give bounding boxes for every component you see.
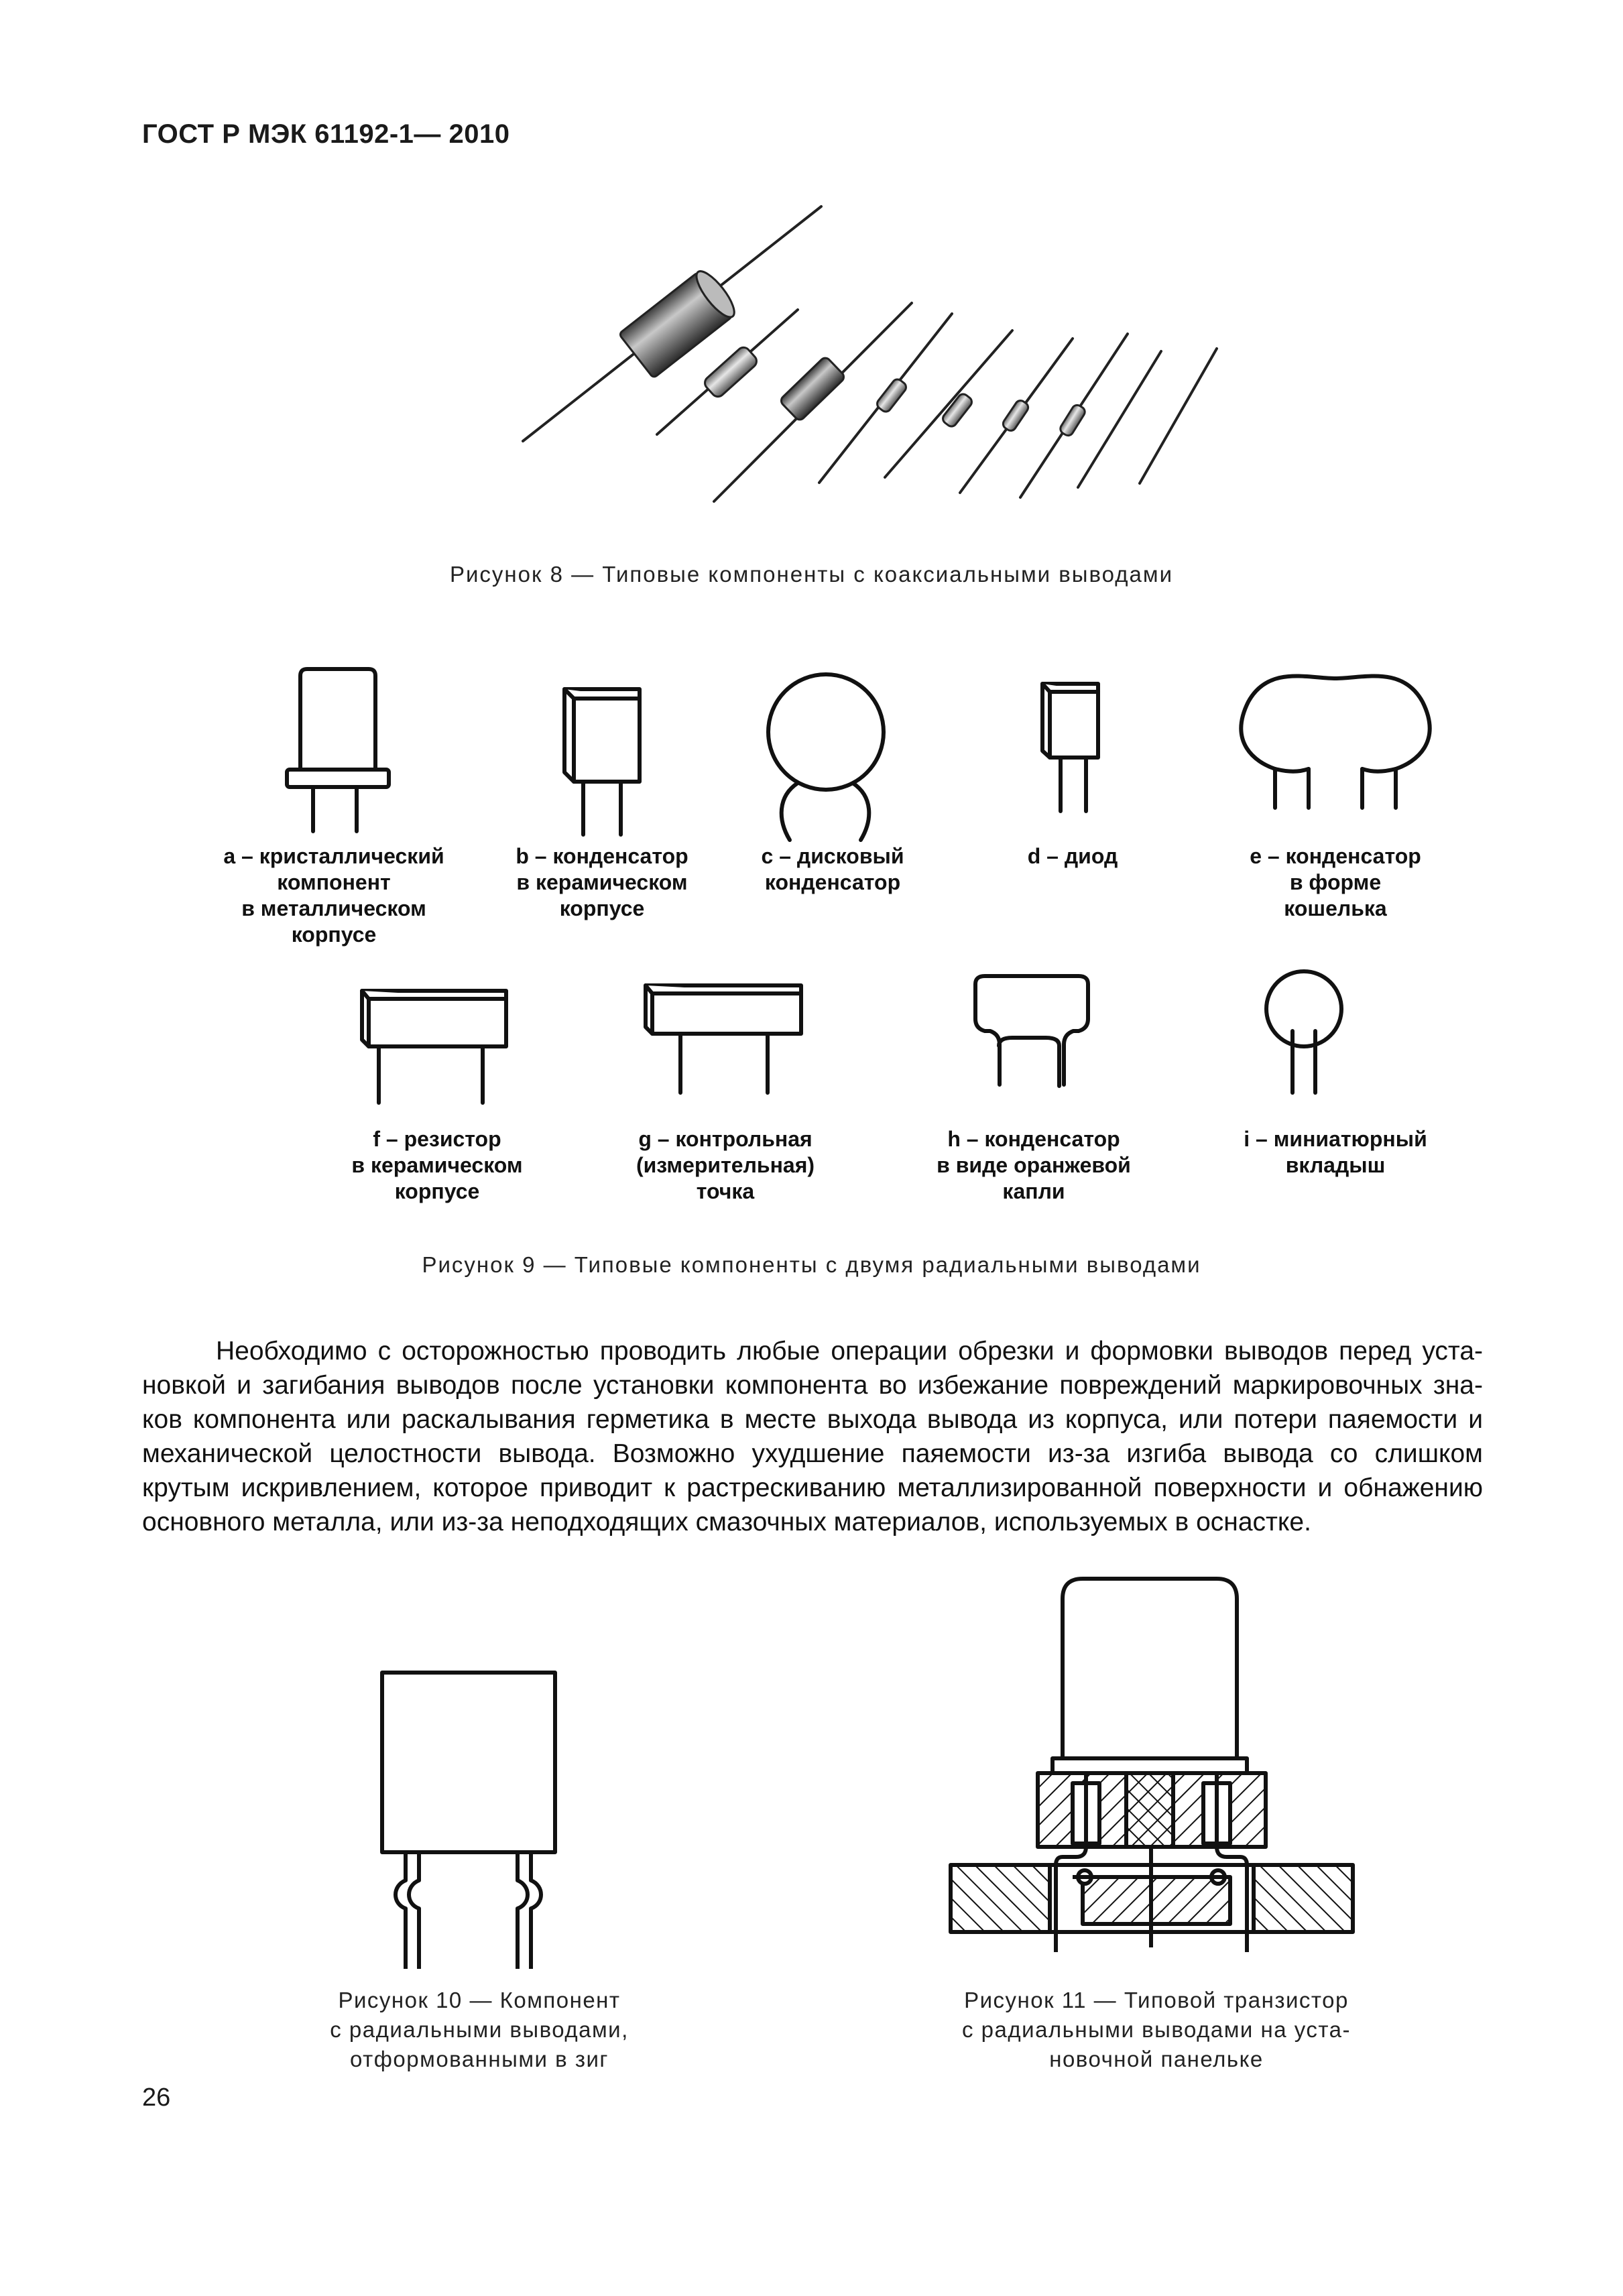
figure-9-label-g: g – контрольная (измерительная) точка: [636, 1127, 815, 1203]
paragraph-line: крутым искривлением, которое приводит к растрескиванию металлизированной поверхности и обнажению: [142, 1473, 1483, 1502]
figure-10-caption: Рисунок 10 — Компонент с радиальными выводами, отформованными в зиг: [330, 1988, 629, 2071]
figure-9-label-h: h – конденсатор в виде оранжевой капли: [937, 1127, 1131, 1203]
figure-9-label-b: b – конденсатор в керамическом корпусе: [516, 844, 688, 920]
figure-9-label-i: i – миниатюрный вкладыш: [1244, 1127, 1427, 1177]
paragraph-line: ков компонента или раскалывания герметика в месте выхода вывода из корпуса, или потери паяемости и: [142, 1405, 1483, 1434]
paragraph-line: основного металла, или из-за неподходящих смазочных материалов, используемых в оснастке.: [142, 1508, 1311, 1536]
figure-9-label-e: e – конденсатор в форме кошелька: [1250, 844, 1421, 920]
figure-9-label-c: c – дисковый конденсатор: [761, 844, 904, 894]
document-header: ГОСТ Р МЭК 61192-1— 2010: [142, 119, 510, 149]
figure-8-caption: Рисунок 8 — Типовые компоненты с коаксиальными выводами: [449, 562, 1174, 587]
figure-9-label-f: f – резистор в керамическом корпусе: [351, 1127, 523, 1203]
paragraph-line: новкой и загибания выводов после установки компонента во избежание повреждений маркировочных зна-: [142, 1371, 1483, 1400]
paragraph-line: механической целостности вывода. Возможно ухудшение паяемости из-за изгиба вывода со слишком: [142, 1439, 1483, 1468]
paragraph-line: Необходимо с осторожностью проводить любые операции обрезки и формовки выводов перед уста-: [216, 1337, 1483, 1366]
figure-9-label-d: d – диод: [1027, 844, 1118, 868]
figure-9-label-a: a – кристаллический компонент в металлическом корпусе: [223, 844, 444, 947]
figure-9-caption: Рисунок 9 — Типовые компоненты с двумя радиальными выводами: [422, 1252, 1201, 1277]
page-number: 26: [142, 2083, 171, 2112]
figure-11-caption: Рисунок 11 — Типовой транзистор с радиальными выводами на уста- новочной панельке: [962, 1988, 1351, 2071]
